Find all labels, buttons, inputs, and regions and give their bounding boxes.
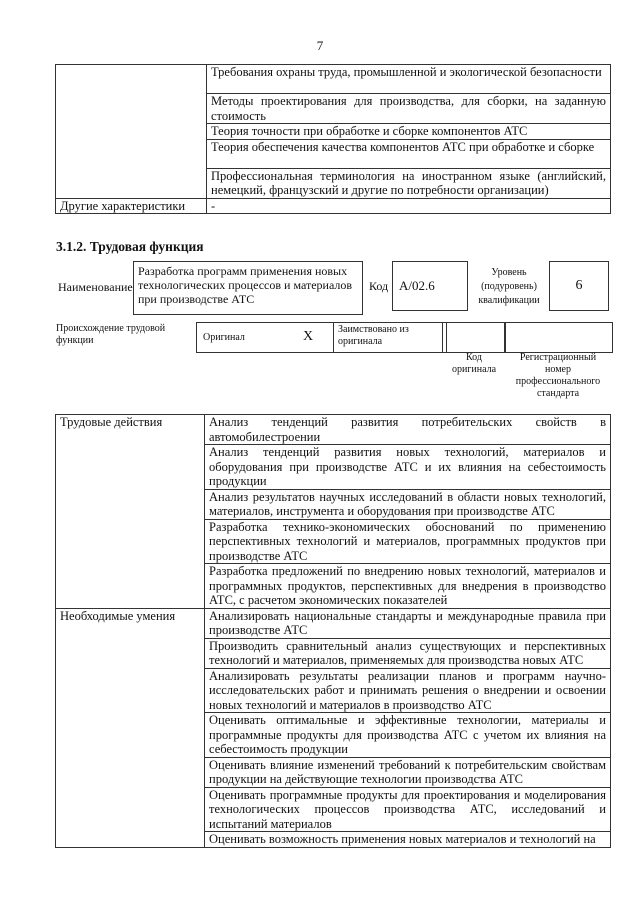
labor-action-item: Разработка технико-экономических обоснований по применению перспективных технологий и материалов, программных продуктов при производстве АТС (205, 519, 611, 564)
labor-action-item: Анализ тенденций развития потребительских свойств в автомобилестроении (205, 415, 611, 445)
other-characteristics-value: - (207, 198, 611, 214)
labor-action-item: Анализ результатов научных исследований в области новых технологий, материалов, инструмента и оборудования при производстве АТС (205, 489, 611, 519)
original-label: Оригинал (203, 332, 245, 343)
code-label: Код (369, 279, 389, 293)
original-code-box (442, 322, 506, 353)
qualification-level: 6 (549, 261, 609, 311)
original-mark: X (303, 329, 314, 344)
labor-actions-label: Трудовые действия (56, 415, 205, 609)
skill-item: Анализировать национальные стандарты и международные правила при производстве АТС (205, 608, 611, 638)
knowledge-item: Требования охраны труда, промышленной и экологической безопасности (207, 65, 611, 94)
knowledge-item: Профессиональная терминология на иностранном языке (английский, немецкий, французский и другие по потребности организации) (207, 168, 611, 198)
section-title: 3.1.2. Трудовая функция (56, 239, 204, 254)
knowledge-item: Теория точности при обработке и сборке компонентов АТС (207, 124, 611, 140)
name-label: Наименование (58, 280, 133, 294)
skill-item: Анализировать результаты реализации планов и программ научно-исследовательских работ и принимать решения о внедрении и освоении новых технологий и материалов в производство АТС (205, 668, 611, 713)
skill-item: Оценивать влияние изменений требований к потребительским свойствам продукции на действующие технологии производства АТС (205, 757, 611, 787)
page-number: 7 (316, 38, 324, 53)
knowledge-item: Методы проектирования для производства, для сборки, на заданную стоимость (207, 94, 611, 124)
skills-label: Необходимые умения (56, 608, 205, 847)
origin-label: Происхождение трудовой функции (56, 323, 166, 346)
function-code: А/02.6 (392, 261, 468, 311)
borrowed-label: Заимствовано из оригинала (333, 322, 447, 353)
skill-item: Оценивать программные продукты для проектирования и моделирования технологических процессов производства АТС, исследований и испытаний материалов (205, 787, 611, 832)
labor-action-item: Разработка предложений по внедрению новых технологий, материалов и программных продуктов, перспективных для внедрения в производство АТС, с расчетом экономических показателей (205, 564, 611, 609)
skill-item: Оценивать оптимальные и эффективные технологии, материалы и программные продукты для производства АТС с учетом их влияния на себестоимость продукции (205, 713, 611, 758)
knowledge-table (55, 64, 611, 214)
level-label: Уровень (подуровень) квалификации (478, 267, 540, 306)
labor-function-table (55, 414, 611, 848)
skill-item: Производить сравнительный анализ существующих и перспективных технологий и материалов, применяемых для производства новых АТС (205, 638, 611, 668)
original-box (196, 322, 334, 353)
reg-number-box (504, 322, 613, 353)
other-characteristics-label: Другие характеристики (56, 198, 207, 214)
function-name: Разработка программ применения новых технологических процессов и материалов при производстве АТС (133, 261, 363, 315)
knowledge-label-cell (56, 65, 207, 199)
labor-action-item: Анализ тенденций развития новых технологий, материалов и оборудования при производстве АТС и их влияния на себестоимость продукции (205, 445, 611, 490)
reg-number-caption: Регистрационный номер профессионального стандарта (515, 352, 601, 399)
knowledge-item: Теория обеспечения качества компонентов АТС при обработке и сборке (207, 139, 611, 168)
original-code-caption: Код оригинала (451, 352, 497, 375)
skill-item: Оценивать возможность применения новых материалов и технологий на (205, 832, 611, 848)
